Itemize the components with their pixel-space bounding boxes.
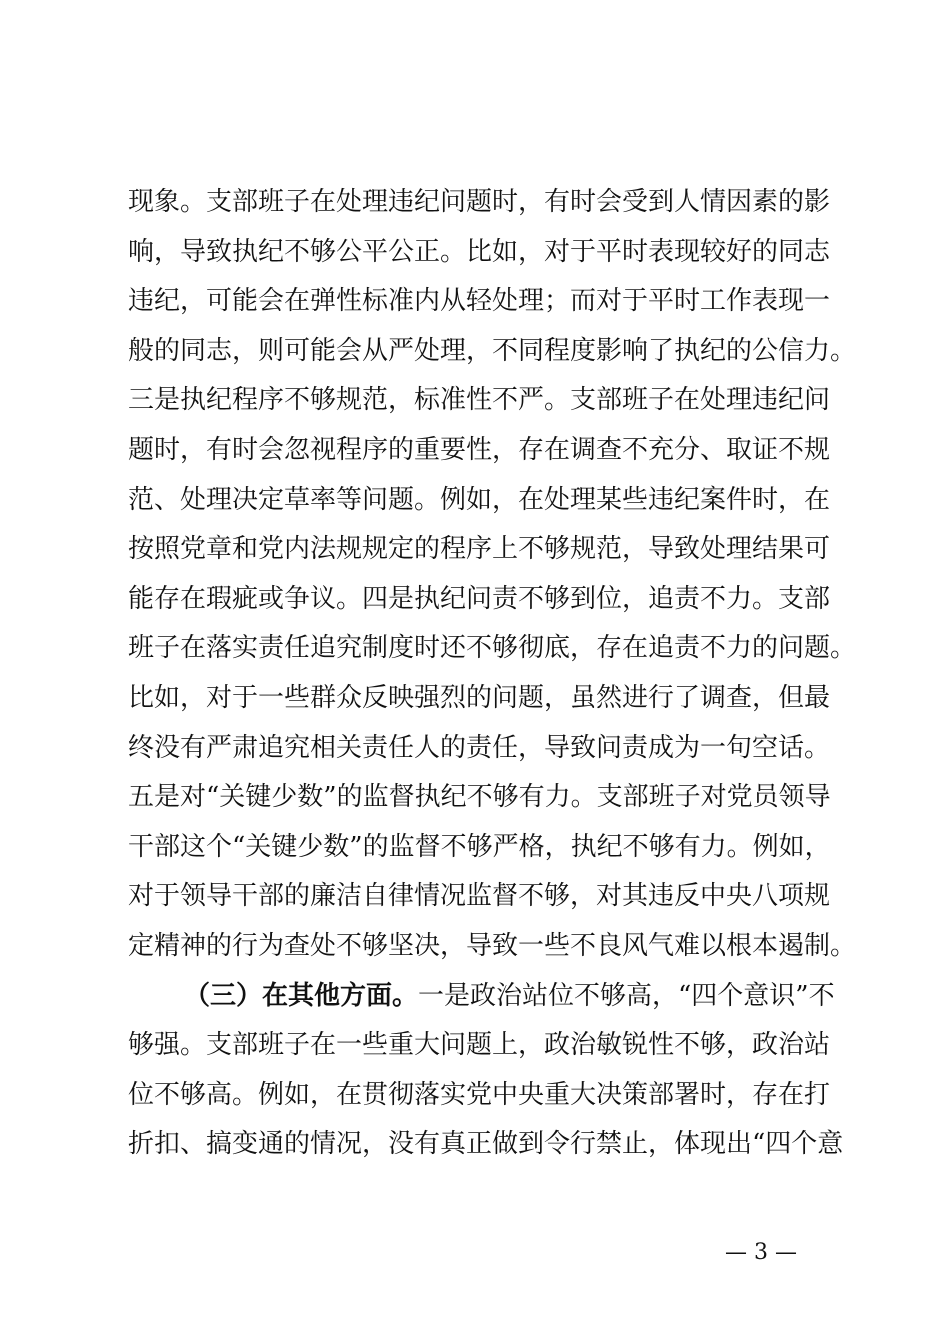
text-line-8: 按照党章和党内法规规定的程序上不够规范，导致处理结果可 [128, 534, 831, 565]
text-line-15: 对于领导干部的廉洁自律情况监督不够，对其违反中央八项规 [128, 881, 831, 912]
text-line-2: 响，导致执纪不够公平公正。比如，对于平时表现较好的同志 [128, 236, 831, 267]
text-line-7: 范、处理决定草率等问题。例如，在处理某些违纪案件时，在 [128, 484, 831, 515]
text-line-4: 般的同志，则可能会从严处理，不同程度影响了执纪的公信力。 [128, 335, 857, 366]
text-line-14: 干部这个“关键少数”的监督不够严格，执纪不够有力。例如， [128, 831, 831, 862]
section-first-line [128, 972, 858, 1022]
section-heading: （三）在其他方面。 [184, 980, 419, 1011]
page-number: — 3 — [725, 1240, 797, 1265]
text-line-11: 比如，对于一些群众反映强烈的问题，虽然进行了调查，但最 [128, 682, 831, 713]
body-text [128, 178, 858, 1170]
text-line-12: 终没有严肃追究相关责任人的责任，导致问责成为一句空话。 [128, 732, 831, 763]
section-first-line-text: 一是政治站位不够高，“四个意识”不 [418, 980, 835, 1011]
section-line-2: 够强。支部班子在一些重大问题上，政治敏锐性不够，政治站 [128, 1030, 831, 1061]
section-line-3: 位不够高。例如，在贯彻落实党中央重大决策部署时，存在打 [128, 1079, 831, 1110]
text-line-10: 班子在落实责任追究制度时还不够彻底，存在追责不力的问题。 [128, 633, 857, 664]
text-line-16: 定精神的行为查处不够坚决，导致一些不良风气难以根本遏制。 [128, 930, 857, 961]
text-line-3: 违纪，可能会在弹性标准内从轻处理；而对于平时工作表现一 [128, 286, 831, 317]
text-line-9: 能存在瑕疵或争议。四是执纪问责不够到位，追责不力。支部 [128, 583, 831, 614]
text-line-1: 现象。支部班子在处理违纪问题时，有时会受到人情因素的影 [128, 187, 831, 217]
section-line-4: 折扣、搞变通的情况，没有真正做到令行禁止，体现出“四个意 [128, 1129, 844, 1160]
text-line-5: 三是执纪程序不够规范，标准性不严。支部班子在处理违纪问 [128, 385, 831, 416]
text-line-6: 题时，有时会忽视程序的重要性，存在调查不充分、取证不规 [128, 434, 831, 465]
text-line-13: 五是对“关键少数”的监督执纪不够有力。支部班子对党员领导 [128, 782, 831, 813]
